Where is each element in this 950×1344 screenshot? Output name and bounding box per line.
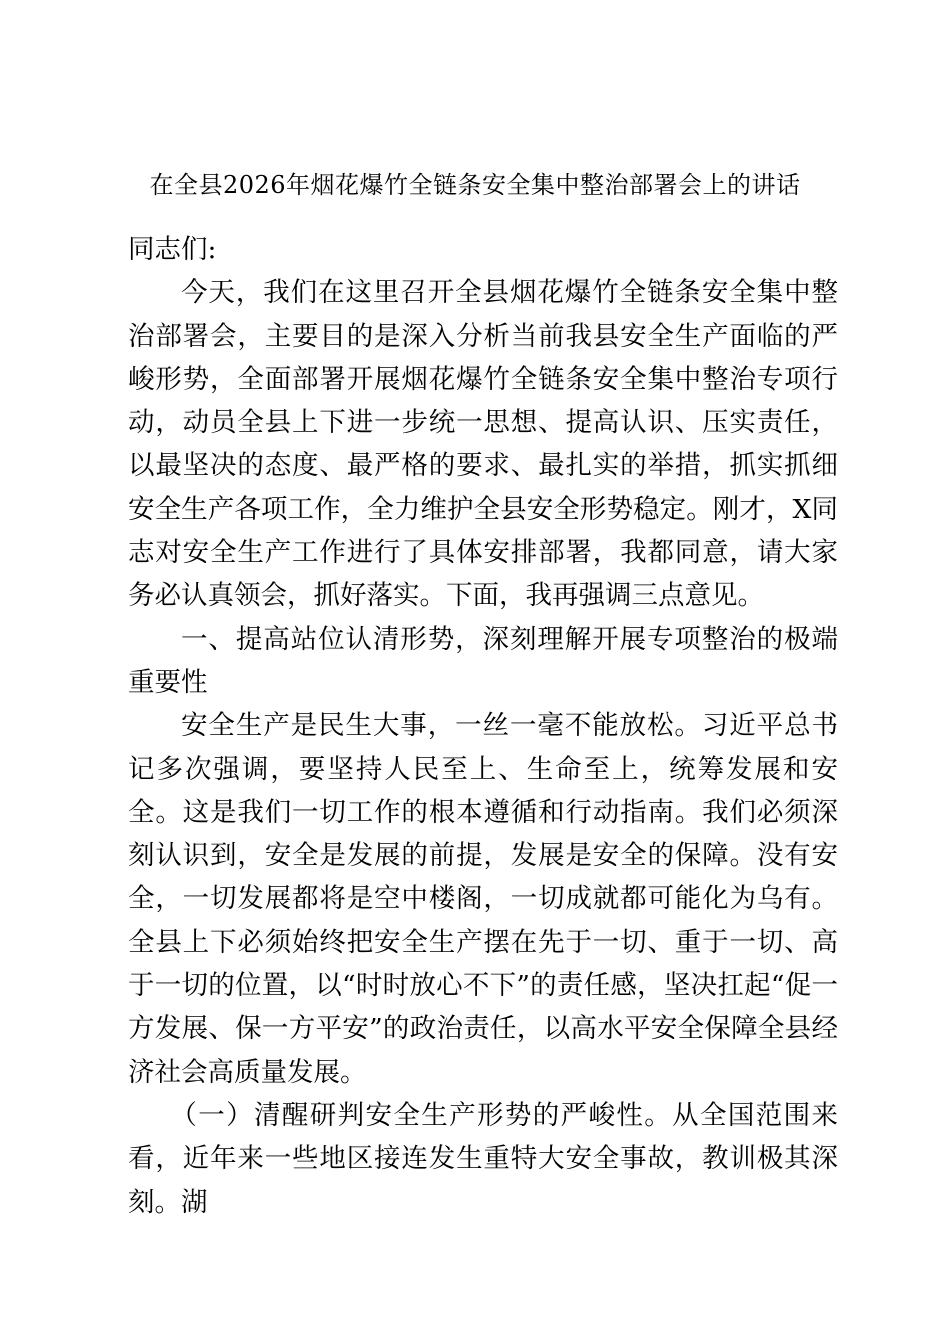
paragraph-subsection-1: （一）清醒研判安全生产形势的严峻性。从全国范围来看，近年来一些地区接连发生重特大安全事故，教训极其深刻。湖 [128, 1099, 838, 1218]
section-heading-1: 一、提高站位认清形势，深刻理解开展专项整治的极端重要性 [128, 623, 838, 698]
paragraph-intro: 今天，我们在这里召开全县烟花爆竹全链条安全集中整治部署会，主要目的是深入分析当前我县安全生产面临的严峻形势，全面部署开展烟花爆竹全链条安全集中整治专项行动，动员全县上下进一步统一思想、提高认识、压实责任，以最坚决的态度、最严格的要求、最扎实的举措，抓实抓细安全生产各项工作，全力维护全县安全形势稳定。刚才，X同志对安全生产工作进行了具体安排部署，我都同意，请大家务必认真领会，抓好落实。下面，我再强调三点意见。 [128, 277, 838, 612]
document-title: 在全县2026年烟花爆竹全链条安全集中整治部署会上的讲话 [149, 171, 801, 199]
paragraph-section-1: 安全生产是民生大事，一丝一毫不能放松。习近平总书记多次强调，要坚持人民至上、生命至上，统筹发展和安全。这是我们一切工作的根本遵循和行动指南。我们必须深刻认识到，安全是发展的前提，发展是安全的保障。没有安全，一切发展都将是空中楼阁，一切成就都可能化为乌有。全县上下必须始终把安全生产摆在先于一切、重于一切、高于一切的位置，以“时时放心不下”的责任感，坚决扛起“促一方发展、保一方平安”的政治责任，以高水平安全保障全县经济社会高质量发展。 [128, 710, 838, 1088]
salutation: 同志们: [128, 234, 217, 265]
document-body [128, 228, 838, 1224]
